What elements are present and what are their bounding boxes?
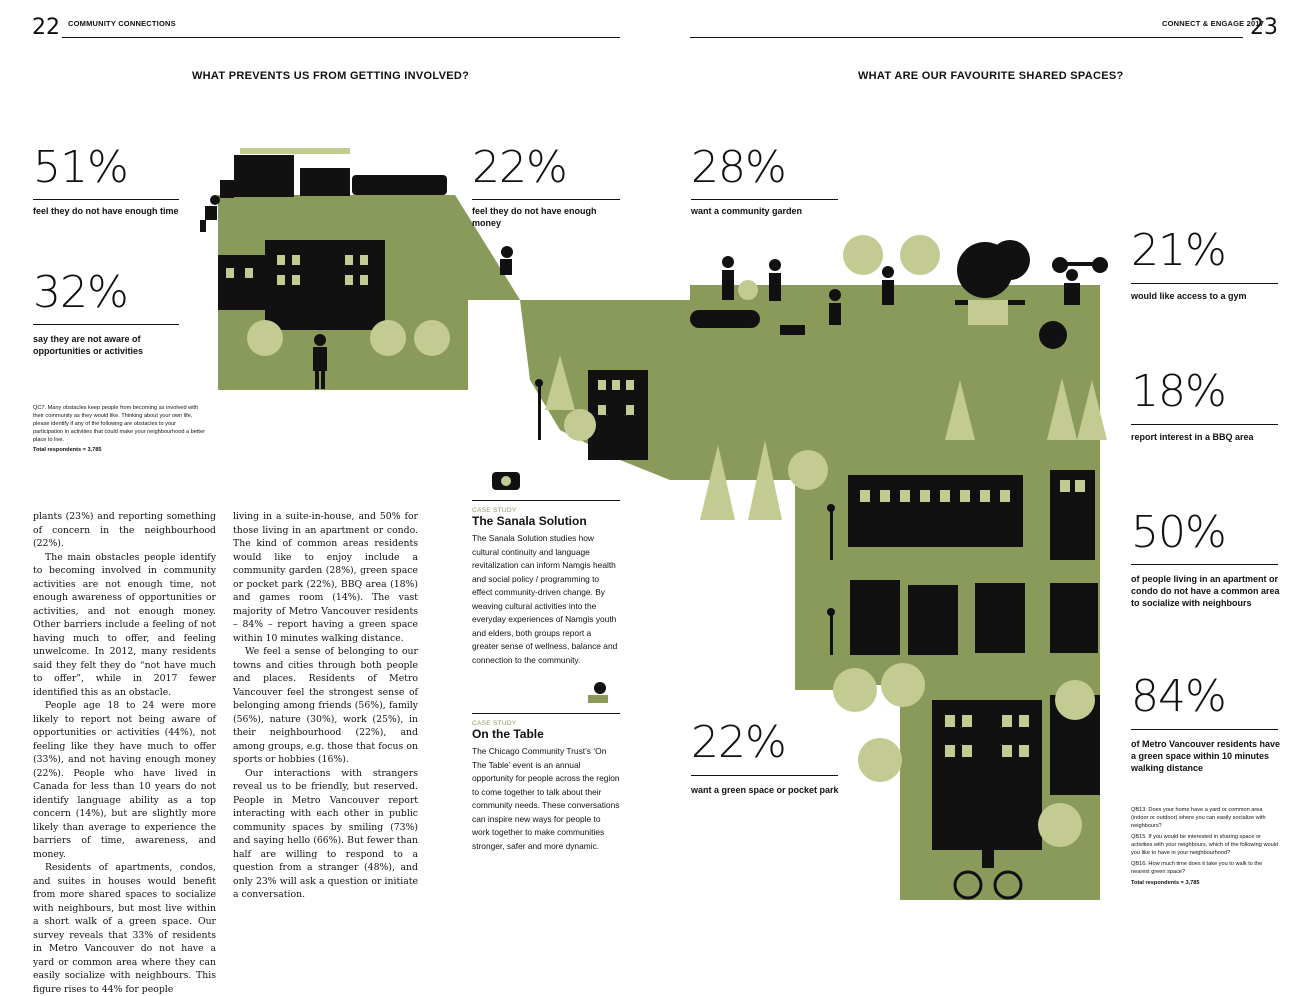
question-note-text: QB15. If you would be interested in sharing space or activities with your neighbours, which of the following would you like to have in your neighbourhood? bbox=[1131, 834, 1279, 856]
stat-pct: 22% bbox=[472, 142, 567, 193]
respondents-count: Total respondents = 3,785 bbox=[33, 447, 102, 453]
bbq-grill-icon bbox=[1039, 321, 1067, 349]
stat-label: want a community garden bbox=[691, 206, 803, 216]
stat-rule bbox=[691, 199, 838, 200]
stat-label: would like access to a gym bbox=[1131, 291, 1247, 301]
stat-rule bbox=[33, 324, 179, 325]
case-study-title: On the Table bbox=[472, 727, 544, 741]
paragraph: living in a suite-in-house, and 50% for those living in an apartment or condo. The kind of common areas residents would like to enjoy include a community garden (28%), green space or pocket park (22%), BBQ area (18%) and games room (14%). The vast majority of Metro Vancouver residents – 84% – report having a green space within 10 minutes walking distance. bbox=[233, 511, 418, 644]
stat-label: want a green space or pocket park bbox=[691, 785, 839, 795]
running-head-left: COMMUNITY CONNECTIONS bbox=[68, 19, 176, 28]
person-waving-icon bbox=[882, 266, 894, 305]
stat-rule bbox=[33, 199, 179, 200]
stat-pct: 50% bbox=[1131, 507, 1226, 558]
stat-rule bbox=[691, 775, 838, 776]
question-note-text: QB13. Does your home have a yard or common area (indoor or outdoor) where you can easily socialize with neighbours? bbox=[1131, 807, 1266, 829]
case-study-tag: CASE STUDY bbox=[472, 507, 517, 514]
body-column-1 bbox=[33, 510, 216, 996]
stat-label: say they are not aware of opportunities or activities bbox=[33, 334, 144, 356]
page-number-right: 23 bbox=[1250, 15, 1278, 40]
case-study-rule bbox=[472, 500, 620, 501]
sitting-person-icon bbox=[500, 246, 513, 275]
stat-pct: 21% bbox=[1131, 225, 1226, 276]
body-column-2 bbox=[233, 510, 418, 902]
paragraph: People age 18 to 24 were more likely to report not being aware of opportunities or activities (44%), not feeling like they have much to offer (33%), and not having enough money (22%). People who have lived in Canada for less than 10 years do not identify language ability as a top concern (14%), but are slightly more likely than average to experience the barriers of time, awareness, and money. bbox=[33, 700, 216, 860]
case-study-icon bbox=[594, 682, 606, 694]
respondents-count: Total respondents = 3,785 bbox=[1131, 880, 1200, 886]
header-rule-right bbox=[690, 37, 1243, 38]
paragraph: The main obstacles people identify to becoming involved in community activities are not enough time, not enough awareness of opportunities or activities, and not enough money. Other barriers include a feeling of not having much to offer, and feeling unwelcome. In 2012, many residents said they felt they do “not have much to offer”, while in 2017 fewer identified this as an obstacle. bbox=[33, 551, 216, 698]
stat-pct: 84% bbox=[1131, 671, 1226, 722]
stat-label: report interest in a BBQ area bbox=[1131, 432, 1254, 442]
case-study-on-the-table bbox=[472, 713, 620, 853]
running-head-right: CONNECT & ENGAGE 2017 bbox=[1162, 19, 1265, 28]
stat-label: feel they do not have enough money bbox=[472, 206, 597, 228]
case-study-sanala bbox=[472, 500, 620, 667]
case-study-body: The Sanala Solution studies how cultural continuity and language revitalization can inform Namgis health and social policy / programming to effect community-driven change. By weaving cultural activities into the everyday experiences of Namgis youth and elders, both groups report a greater sense of wellness, balance and connection to the community. bbox=[472, 533, 618, 665]
stat-rule bbox=[1131, 564, 1278, 565]
stat-rule bbox=[1131, 729, 1278, 730]
question-note-text: QC7. Many obstacles keep people from becoming as involved with their community as they would like. Thinking about your own life, please identify if any of the following are obstacles to your participation in activities that could make your neighbourhood a better place to live. bbox=[33, 405, 205, 443]
paragraph: plants (23%) and reporting something of concern in the neighbourhood (22%). bbox=[33, 511, 216, 549]
section-title-left: WHAT PREVENTS US FROM GETTING INVOLVED? bbox=[192, 70, 470, 82]
section-title-right: WHAT ARE OUR FAVOURITE SHARED SPACES? bbox=[858, 70, 1124, 82]
stat-pct: 51% bbox=[33, 142, 128, 193]
question-notes-right bbox=[1131, 806, 1279, 887]
stat-label: of Metro Vancouver residents have a green space within 10 minutes walking distance bbox=[1131, 739, 1281, 773]
stat-pct: 18% bbox=[1131, 366, 1226, 417]
stat-label: feel they do not have enough time bbox=[33, 206, 179, 216]
running-person-icon bbox=[200, 195, 220, 232]
stat-pct: 28% bbox=[691, 142, 786, 193]
case-study-body: The Chicago Community Trust’s ‘On The Table’ event is an annual opportunity for people across the region to come together to talk about their community needs. These conversations can inspire new ways for people to work together to make communities stronger, safer and more dynamic. bbox=[472, 746, 620, 851]
stat-rule bbox=[1131, 283, 1278, 284]
stat-pct: 22% bbox=[691, 717, 786, 768]
paragraph: Our interactions with strangers reveal us to be friendly, but reserved. People in Metro Vancouver report interacting with each other in public community spaces by smiling (73%) and saying hello (66%). But fewer than half are willing to respond to a question from a stranger (48%), and only 23% will ask a question or initiate a conversation. bbox=[233, 767, 418, 900]
case-study-title: The Sanala Solution bbox=[472, 514, 587, 528]
train-station-icon bbox=[220, 148, 447, 198]
case-study-tag: CASE STUDY bbox=[472, 720, 517, 727]
stat-rule bbox=[1131, 424, 1278, 425]
question-note bbox=[33, 404, 205, 454]
paragraph: Residents of apartments, condos, and suites in houses would benefit from more shared spaces to socialize with neighbours, but most live within a short walk of a green space. Our survey reveals that 33% of residents in Metro Vancouver do not have a yard or common area where they can easily socialize with neighbours. This figure rises to 44% for people bbox=[33, 862, 216, 995]
stat-pct: 32% bbox=[33, 267, 128, 318]
header-rule-left bbox=[62, 37, 620, 38]
question-note-text: QB16. How much time does it take you to walk to the nearest green space? bbox=[1131, 861, 1263, 875]
paragraph: We feel a sense of belonging to our towns and cities through both people and places. Residents of Metro Vancouver feel the strongest sense of belonging among friends (56%), family (56%), nature (30%), work (25%), in their neighbourhood (22%), and among groups, e.g. those that focus on sports or hobbies (16%). bbox=[233, 646, 418, 765]
case-study-rule bbox=[472, 713, 620, 714]
stat-label: of people living in an apartment or condo do not have a common area to socialize with neighbours bbox=[1131, 574, 1280, 608]
stat-rule bbox=[472, 199, 620, 200]
page-number-left: 22 bbox=[32, 15, 60, 40]
